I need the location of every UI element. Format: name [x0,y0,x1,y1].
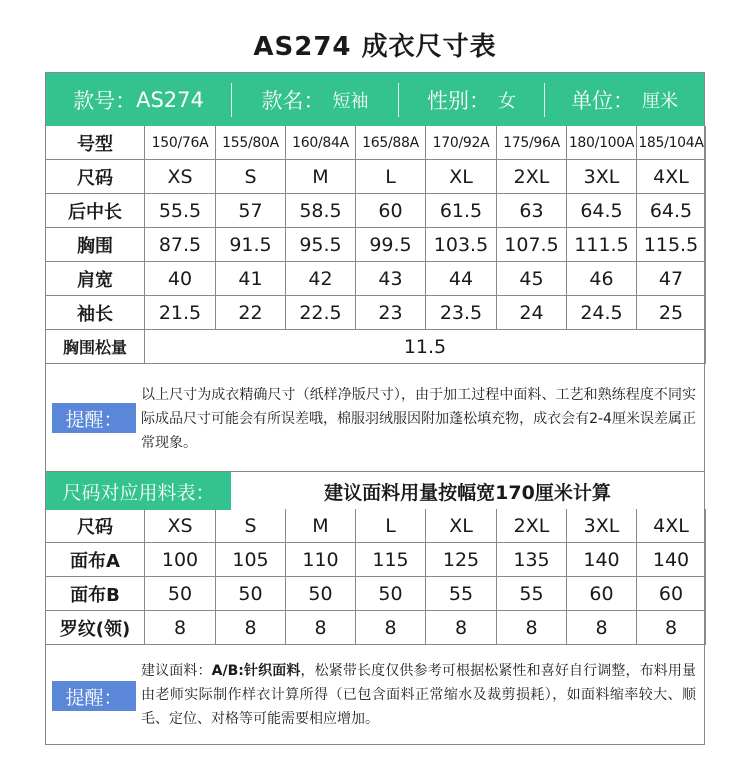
table-cell: 60 [567,577,637,611]
table-cell: 4XL [637,509,706,543]
table-cell: 50 [286,577,356,611]
table-cell: 40 [145,262,216,296]
table-cell: 2XL [497,509,567,543]
note-bold: A/B:针织面料 [211,663,301,679]
table-cell: S [216,509,286,543]
table-row [46,160,706,194]
style-name-value: 短袖 [332,90,369,112]
table-cell: 165/88A [356,126,426,160]
table-cell: 180/100A [567,126,637,160]
ease-value: 11.5 [145,330,706,364]
table-cell: 3XL [567,509,637,543]
row-label: 号型 [46,126,145,160]
table-cell: 110 [286,543,356,577]
unit [545,73,704,126]
row-label: 面布B [46,577,145,611]
style-number [46,73,231,126]
table-cell: 125 [426,543,497,577]
table-cell: 50 [145,577,216,611]
table-cell: 135 [497,543,567,577]
table-row [46,577,706,611]
table-cell: 140 [637,543,706,577]
table-cell: 24.5 [567,296,637,330]
table-row [46,543,706,577]
table-cell: 8 [567,611,637,645]
table-cell: 60 [637,577,706,611]
tip-tag: 提醒： [52,403,136,433]
table-cell: XS [145,160,216,194]
note-measurement [46,369,704,471]
row-label: 罗纹(领) [46,611,145,645]
table-cell: 95.5 [286,228,356,262]
table-cell: 103.5 [426,228,497,262]
table-cell: 64.5 [567,194,637,228]
table-cell: 21.5 [145,296,216,330]
table-cell: 58.5 [286,194,356,228]
table-cell: 99.5 [356,228,426,262]
table-cell: 170/92A [426,126,497,160]
table-cell: 2XL [497,160,567,194]
ease-row [46,330,706,364]
row-label: 肩宽 [46,262,145,296]
fabric-section-subtitle: 建议面料用量按幅宽170厘米计算 [324,481,611,504]
row-label: 尺码 [46,509,145,543]
table-cell: M [286,160,356,194]
fabric-section-title: 尺码对应用料表： [46,472,231,510]
row-label: 后中长 [46,194,145,228]
table-row [46,194,706,228]
table-cell: 185/104A [637,126,706,160]
table-cell: XS [145,509,216,543]
table-cell: 44 [426,262,497,296]
row-label: 袖长 [46,296,145,330]
table-cell: 47 [637,262,706,296]
table-row [46,228,706,262]
unit-label: 单位： [571,88,634,113]
info-header [46,73,704,126]
style-number-value: AS274 [136,87,204,112]
table-cell: 160/84A [286,126,356,160]
table-cell: 50 [356,577,426,611]
table-cell: 175/96A [497,126,567,160]
table-cell: 61.5 [426,194,497,228]
note-body: ，松紧带长度仅供参考可根据松紧性和喜好自行调整，布料用量由老师实际制作样衣计算所得（已包含面料正常缩水及裁剪损耗），如面料缩率较大、顺毛、定位、对格等可能需要相应增加。 [141,663,697,727]
table-cell: 115.5 [637,228,706,262]
table-cell: 87.5 [145,228,216,262]
table-cell: 60 [356,194,426,228]
table-cell: 115 [356,543,426,577]
table-cell: 22.5 [286,296,356,330]
table-cell: 105 [216,543,286,577]
fabric-table [45,509,706,645]
table-cell: 22 [216,296,286,330]
table-cell: 91.5 [216,228,286,262]
table-cell: 41 [216,262,286,296]
table-cell: 8 [637,611,706,645]
table-cell: M [286,509,356,543]
table-cell: 8 [426,611,497,645]
fabric-section-header [46,471,704,510]
tip-tag: 提醒： [52,681,136,711]
table-row [46,296,706,330]
table-cell: 55.5 [145,194,216,228]
table-cell: 42 [286,262,356,296]
table-cell: 155/80A [216,126,286,160]
table-cell: 55 [426,577,497,611]
table-cell: 4XL [637,160,706,194]
table-cell: 43 [356,262,426,296]
style-name-label: 款名： [261,88,325,113]
table-cell: 57 [216,194,286,228]
table-cell: 100 [145,543,216,577]
table-cell: 8 [216,611,286,645]
table-cell: 55 [497,577,567,611]
table-cell: L [356,160,426,194]
row-label: 胸围 [46,228,145,262]
table-cell: 63 [497,194,567,228]
table-cell: 140 [567,543,637,577]
table-cell: 8 [497,611,567,645]
gender-label: 性别： [427,88,490,113]
table-cell: 8 [286,611,356,645]
page-title: AS274 成衣尺寸表 [253,32,497,62]
gender [399,73,544,126]
table-cell: 23 [356,296,426,330]
note-text: 以上尺寸为成衣精确尺寸（纸样净版尺寸），由于加工过程中面料、工艺和熟练程度不同实际成品尺寸可能会有所误差哦，棉服羽绒服因附加蓬松填充物，成衣会有2-4厘米误差属正常现象。 [141,387,696,451]
table-cell: 150/76A [145,126,216,160]
gender-value: 女 [498,90,516,112]
style-name [232,73,398,126]
table-row [46,262,706,296]
table-cell: 8 [356,611,426,645]
row-label: 面布A [46,543,145,577]
table-cell: 3XL [567,160,637,194]
size-sheet [45,72,705,745]
table-cell: 24 [497,296,567,330]
note-fabric [46,649,704,744]
unit-value: 厘米 [642,90,678,112]
table-cell: 107.5 [497,228,567,262]
size-table [45,126,706,364]
table-cell: 46 [567,262,637,296]
table-cell: 23.5 [426,296,497,330]
note-prefix: 建议面料： [141,663,212,679]
table-cell: 64.5 [637,194,706,228]
table-cell: S [216,160,286,194]
table-cell: L [356,509,426,543]
ease-label: 胸围松量 [46,330,145,364]
table-cell: 25 [637,296,706,330]
table-cell: 45 [497,262,567,296]
row-label: 尺码 [46,160,145,194]
table-row [46,509,706,543]
table-row [46,126,706,160]
table-row [46,611,706,645]
table-cell: XL [426,509,497,543]
style-number-label: 款号： [73,88,137,113]
table-cell: 111.5 [567,228,637,262]
table-cell: 50 [216,577,286,611]
table-cell: XL [426,160,497,194]
note-text [141,659,696,731]
table-cell: 8 [145,611,216,645]
